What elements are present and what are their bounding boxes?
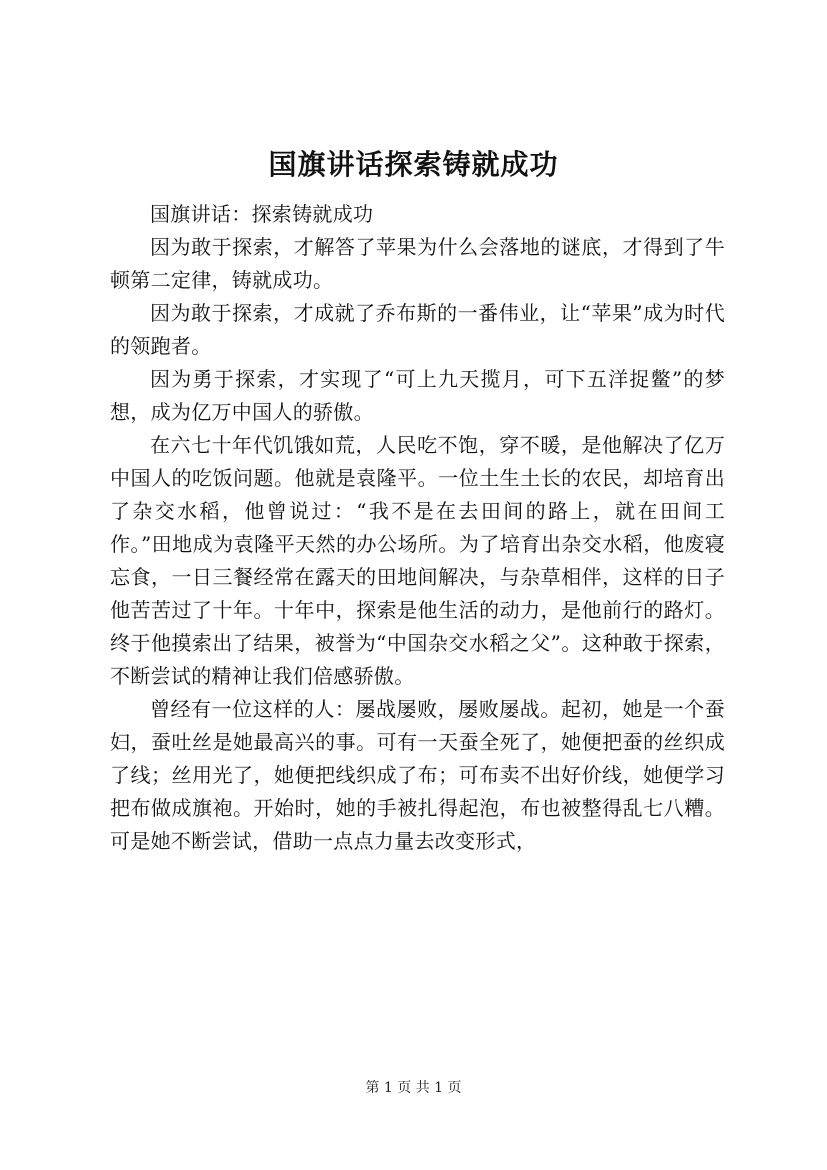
paragraph: 曾经有一位这样的人：屡战屡败，屡败屡战。起初，她是一个蚕妇，蚕吐丝是她最高兴的事。可有一天蚕全死了，她便把蚕的丝织成了线；丝用光了，她便把线织成了布；可布卖不出好价线，她便学习把布做成旗袍。开始时，她的手被扎得起泡，布也被整得乱七八糟。可是她不断尝试，借助一点点力量去改变形式， xyxy=(110,697,725,853)
page-footer: 第 1 页 共 1 页 xyxy=(365,1080,462,1096)
paragraph: 因为敢于探索，才成就了乔布斯的一番伟业，让“苹果”成为时代的领跑者。 xyxy=(110,301,725,358)
paragraph: 因为敢于探索，才解答了苹果为什么会落地的谜底，才得到了牛顿第二定律，铸就成功。 xyxy=(110,235,725,292)
paragraph: 在六七十年代饥饿如荒，人民吃不饱，穿不暖，是他解决了亿万中国人的吃饭问题。他就是袁隆平。一位土生土长的农民，却培育出了杂交水稻，他曾说过：“我不是在去田间的路上，就在田间工作。”田地成为袁隆平天然的办公场所。为了培育出杂交水稻，他废寝忘食，一日三餐经常在露天的田地间解决，与杂草相伴，这样的日子他苦苦过了十年。十年中，探索是他生活的动力，是他前行的路灯。终于他摸索出了结果，被誉为“中国杂交水稻之父”。这种敢于探索，不断尝试的精神让我们倍感骄傲。 xyxy=(110,433,725,688)
paragraph: 因为勇于探索，才实现了“可上九天揽月，可下五洋捉鳖”的梦想，成为亿万中国人的骄傲。 xyxy=(110,367,725,424)
paragraph-subtitle: 国旗讲话：探索铸就成功 xyxy=(150,202,374,226)
document-title: 国旗讲话探索铸就成功 xyxy=(268,148,559,181)
document-body xyxy=(110,198,725,858)
